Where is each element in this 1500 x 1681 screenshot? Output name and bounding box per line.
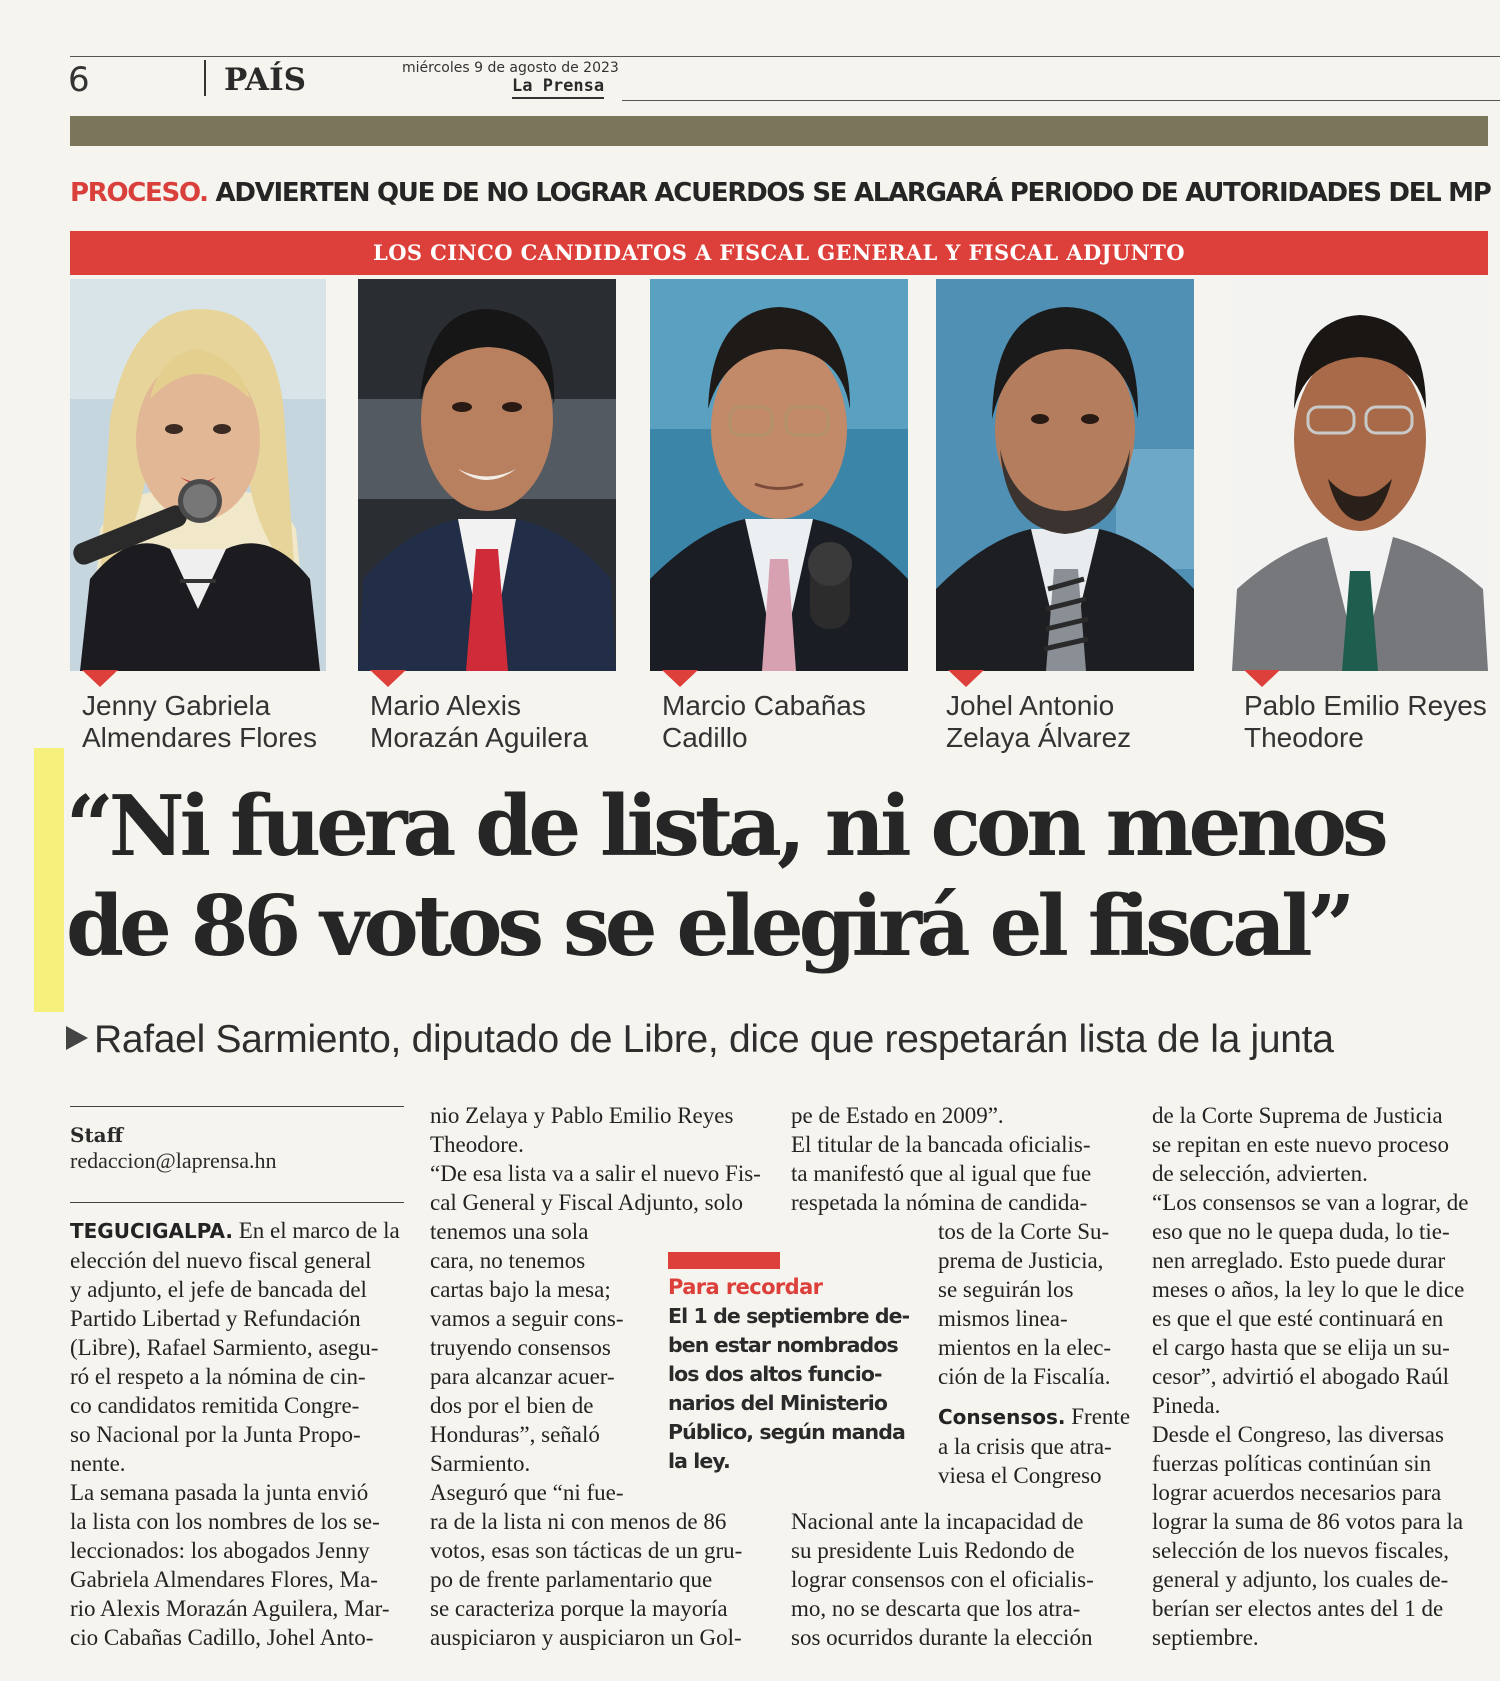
headline-line: de 86 votos se elegirá el fiscal”	[66, 877, 1351, 975]
article-column-3-narrow	[938, 1217, 1132, 1490]
article-line: leccionados: los abogados Jenny	[70, 1538, 370, 1563]
article-line: Honduras”, señaló	[430, 1422, 600, 1447]
article-line: cio Cabañas Cadillo, Johel Anto-	[70, 1625, 374, 1650]
article-line: lograr acuerdos necesarios para	[1152, 1480, 1442, 1505]
article-line: cartas bajo la mesa;	[430, 1277, 611, 1302]
candidate-name-line: Mario Alexis	[370, 690, 521, 721]
candidate-name-line: Jenny Gabriela	[82, 690, 271, 721]
article-line: votos, esas son tácticas de un gru-	[430, 1538, 743, 1563]
article-line: el cargo hasta que se elija un su-	[1152, 1335, 1450, 1360]
article-line: a la crisis que atra-	[938, 1434, 1112, 1459]
article-line: lograr consensos con el oficialis-	[791, 1567, 1094, 1592]
article-line: cara, no tenemos	[430, 1248, 586, 1273]
article-line: nio Zelaya y Pablo Emilio Reyes	[430, 1103, 734, 1128]
byline-name: Staff	[70, 1123, 124, 1147]
reminder-bar	[668, 1252, 780, 1269]
article-line: se caracteriza porque la mayoría	[430, 1596, 728, 1621]
article-line: general y adjunto, los cuales de-	[1152, 1567, 1449, 1592]
candidate-pointer	[1244, 670, 1280, 687]
article-line: Gabriela Almendares Flores, Ma-	[70, 1567, 378, 1592]
article-line: y adjunto, el jefe de bancada del	[70, 1277, 367, 1302]
candidate-name-line: Zelaya Álvarez	[946, 722, 1132, 753]
reminder-line: Público, según manda	[668, 1420, 905, 1444]
article-line: vamos a seguir cons-	[430, 1306, 624, 1331]
article-line: tenemos una sola	[430, 1219, 589, 1244]
article-column-3-top	[791, 1101, 1131, 1217]
candidate-name	[82, 690, 317, 754]
section-color-bar	[70, 116, 1488, 146]
article-line: es que el que esté continuará en	[1152, 1306, 1444, 1331]
header-bottom-rule	[622, 100, 1500, 101]
article-line: su presidente Luis Redondo de	[791, 1538, 1075, 1563]
candidate-pointer	[370, 670, 406, 687]
candidate-photo-3	[650, 279, 908, 671]
article-line: rio Alexis Morazán Aguilera, Mar-	[70, 1596, 390, 1621]
article-line: se repitan en este nuevo proceso	[1152, 1132, 1449, 1157]
reminder-line: ben estar nombrados	[668, 1333, 898, 1357]
article-line: Frente	[1071, 1404, 1131, 1429]
article-line: so Nacional por la Junta Propo-	[70, 1422, 361, 1447]
article-column-2-bottom	[430, 1507, 770, 1652]
triangle-bullet-icon	[66, 1026, 88, 1050]
article-line: Partido Libertad y Refundación	[70, 1306, 361, 1331]
article-line: mo, no se descarta que los atra-	[791, 1596, 1081, 1621]
highlighter-mark	[34, 748, 64, 1012]
article-line: meses o años, la ley lo que le dice	[1152, 1277, 1465, 1302]
article-line: mientos en la elec-	[938, 1335, 1112, 1360]
candidate-name	[662, 690, 866, 754]
dateline: TEGUCIGALPA.	[70, 1219, 233, 1243]
article-line: mismos linea-	[938, 1306, 1068, 1331]
article-line: pe de Estado en 2009”.	[791, 1103, 1004, 1128]
kicker	[70, 178, 1491, 208]
section-title: PAÍS	[224, 62, 306, 98]
article-line: eso que no le quepa duda, lo tie-	[1152, 1219, 1450, 1244]
article-line: prema de Justicia,	[938, 1248, 1104, 1273]
article-line: ción de la Fiscalía.	[938, 1364, 1111, 1389]
article-line: viesa el Congreso	[938, 1463, 1102, 1488]
article-line: (Libre), Rafael Sarmiento, asegu-	[70, 1335, 379, 1360]
byline-email: redaccion@laprensa.hn	[70, 1148, 277, 1173]
article-line: lograr la suma de 86 votos para la	[1152, 1509, 1464, 1534]
article-line: dos por el bien de	[430, 1393, 594, 1418]
article-line: Desde el Congreso, las diversas	[1152, 1422, 1444, 1447]
kicker-text: ADVIERTEN QUE DE NO LOGRAR ACUERDOS SE ALARGARÁ PERIODO DE AUTORIDADES DEL MP	[215, 178, 1491, 208]
article-column-1	[70, 1216, 406, 1652]
candidate-name-line: Cadillo	[662, 722, 748, 753]
article-line: auspiciaron y auspiciaron un Gol-	[430, 1625, 742, 1650]
article-column-3-bottom	[791, 1507, 1131, 1652]
article-line: “Los consensos se van a lograr, de	[1152, 1190, 1469, 1215]
article-line: sos ocurridos durante la elección	[791, 1625, 1093, 1650]
reminder-line: la ley.	[668, 1449, 730, 1473]
candidate-name-line: Pablo Emilio Reyes	[1244, 690, 1487, 721]
article-line: “De esa lista va a salir el nuevo Fis-	[430, 1161, 761, 1186]
candidate-name-line: Theodore	[1244, 722, 1364, 753]
issue-date: miércoles 9 de agosto de 2023	[402, 60, 619, 76]
candidate-pointer	[82, 670, 118, 687]
candidate-name-line: Almendares Flores	[82, 722, 317, 753]
article-line: berían ser electos antes del 1 de	[1152, 1596, 1444, 1621]
candidate-name-line: Morazán Aguilera	[370, 722, 588, 753]
headline	[66, 776, 1500, 976]
reminder-line: los dos altos funcio-	[668, 1362, 882, 1386]
candidate-pointer	[948, 670, 984, 687]
article-line: tos de la Corte Su-	[938, 1219, 1110, 1244]
article-line: nente.	[70, 1451, 126, 1476]
candidate-photo-2	[358, 279, 616, 671]
article-line: En el marco de la	[238, 1218, 400, 1243]
reminder-line: narios del Ministerio	[668, 1391, 888, 1415]
candidate-name-line: Johel Antonio	[946, 690, 1115, 721]
article-line: fuerzas políticas continúan sin	[1152, 1451, 1432, 1476]
subheadline	[66, 1018, 1334, 1062]
headline-line: “Ni fuera de lista, ni con menos	[66, 777, 1384, 875]
article-line: Sarmiento.	[430, 1451, 531, 1476]
candidate-photo-4	[936, 279, 1194, 671]
article-column-2-narrow	[430, 1217, 642, 1507]
article-line: cesor”, advirtió el abogado Raúl	[1152, 1364, 1449, 1389]
article-line: cal General y Fiscal Adjunto, solo	[430, 1190, 743, 1215]
article-column-4	[1152, 1101, 1492, 1652]
reminder-text	[668, 1302, 918, 1476]
byline-rule	[70, 1106, 404, 1107]
article-line: ró el respeto a la nómina de cin-	[70, 1364, 366, 1389]
article-line: para alcanzar acuer-	[430, 1364, 615, 1389]
candidates-banner: LOS CINCO CANDIDATOS A FISCAL GENERAL Y FISCAL ADJUNTO	[70, 231, 1488, 275]
kicker-lead: PROCESO.	[70, 178, 208, 208]
article-line: de selección, advierten.	[1152, 1161, 1368, 1186]
article-line: ra de la lista ni con menos de 86	[430, 1509, 727, 1534]
article-line: Theodore.	[430, 1132, 524, 1157]
article-line: se seguirán los	[938, 1277, 1074, 1302]
article-line: po de frente parlamentario que	[430, 1567, 713, 1592]
article-line: co candidatos remitida Congre-	[70, 1393, 360, 1418]
article-line: nen arreglado. Esto puede durar	[1152, 1248, 1446, 1273]
reminder-line: El 1 de septiembre de-	[668, 1304, 910, 1328]
candidate-photo-1	[70, 279, 326, 671]
header-divider	[204, 60, 206, 96]
article-line: la lista con los nombres de los se-	[70, 1509, 380, 1534]
candidate-name	[370, 690, 588, 754]
byline-rule	[70, 1202, 404, 1203]
article-line: Nacional ante la incapacidad de	[791, 1509, 1084, 1534]
header-top-rule	[70, 56, 1500, 57]
candidate-pointer	[662, 670, 698, 687]
candidate-name	[1244, 690, 1487, 754]
article-line: respetada la nómina de candida-	[791, 1190, 1088, 1215]
article-line: selección de los nuevos fiscales,	[1152, 1538, 1449, 1563]
article-line: Aseguró que “ni fue-	[430, 1480, 624, 1505]
article-column-2-top	[430, 1101, 770, 1217]
article-line: El titular de la bancada oficialis-	[791, 1132, 1091, 1157]
article-line: truyendo consensos	[430, 1335, 611, 1360]
reminder-title: Para recordar	[668, 1275, 823, 1299]
article-line: septiembre.	[1152, 1625, 1259, 1650]
article-line: La semana pasada la junta envió	[70, 1480, 369, 1505]
article-line: ta manifestó que al igual que fue	[791, 1161, 1092, 1186]
candidate-name	[946, 690, 1131, 754]
section-subhead: Consensos.	[938, 1405, 1066, 1429]
page-number: 6	[68, 60, 90, 100]
candidate-name-line: Marcio Cabañas	[662, 690, 866, 721]
article-line: elección del nuevo fiscal general	[70, 1248, 372, 1273]
article-line: Pineda.	[1152, 1393, 1221, 1418]
article-line: de la Corte Suprema de Justicia	[1152, 1103, 1443, 1128]
candidate-photo-5	[1232, 279, 1488, 671]
subheadline-text: Rafael Sarmiento, diputado de Libre, dice que respetarán lista de la junta	[94, 1018, 1334, 1061]
newspaper-name: La Prensa	[512, 76, 604, 99]
